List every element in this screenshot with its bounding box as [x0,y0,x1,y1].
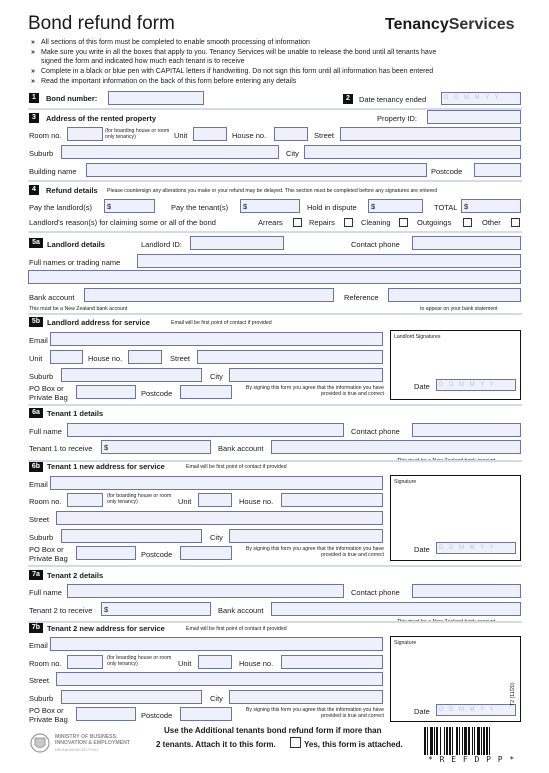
instruction-3: » Complete in a black or blue pen with CAPITAL letters if handwriting. Do not sign this form until all information has been entered [41,67,433,76]
section-5a-title: Landlord details [47,240,105,249]
section-6b-note: Email will be first point of contact if provided [186,464,287,470]
barcode-bar [436,727,438,755]
pay-tenant-label: Pay the tenant(s) [171,203,229,212]
barcode-bar [472,727,473,755]
street-label: Street [314,131,335,140]
barcode-bar [483,727,485,755]
landlord-unit-field[interactable] [50,350,83,364]
section-7b-number: 7b [29,623,43,633]
tenant-1-agreement-text: By signing this form you agree that the information you have provided is true and correct [245,546,384,558]
reason-outgoings-label: Outgoings [417,218,452,227]
landlord-unit-label: Unit [29,354,43,363]
landlord-bank-account-label: Bank account [29,293,75,302]
separator [28,404,522,406]
date-tenancy-ended-label: Date tenancy ended [359,95,427,104]
tenant-1-full-name-field[interactable] [67,423,344,437]
tenant-1-email-field[interactable] [50,476,383,490]
tenant-2-suburb-field[interactable] [61,690,202,704]
tenant-2-email-field[interactable] [50,637,383,651]
tenant-2-bank-account-field[interactable] [271,602,521,616]
tenant-2-street-label: Street [29,676,50,685]
landlord-house-no-label: House no. [88,354,123,363]
full-names-field[interactable] [137,254,521,268]
tenant-2-full-name-field[interactable] [67,584,344,598]
tenant-1-suburb-field[interactable] [61,529,202,543]
ministry-logo [29,732,159,754]
landlord-postcode-label: Postcode [141,389,173,398]
form-code: T2 (11/20) [510,682,516,706]
tenant-2-house-no-label: House no. [239,659,274,668]
separator [28,180,522,182]
tenant-1-postcode-label: Postcode [141,550,173,559]
currency-symbol: $ [104,605,109,614]
hold-in-dispute-label: Hold in dispute [307,203,357,212]
separator [28,621,522,623]
landlord-agreement-text: By signing this form you agree that the information you have provided is true and correct [245,385,384,397]
house-no-label: House no. [232,131,267,140]
reference-note: to appear on your bank statement [420,306,498,312]
landlord-city-field[interactable] [229,368,383,382]
landlord-city-label: City [210,372,223,381]
tenant-2-date-label: Date [414,707,430,716]
landlord-id-field[interactable] [190,236,284,250]
landlord-date-field[interactable]: D D M M Y Y [436,379,516,391]
tenant-2-postcode-field[interactable] [180,707,232,721]
section-7b-note: Email will be first point of contact if provided [186,626,287,632]
tenant-1-date-field[interactable]: D D M M Y Y [436,542,516,554]
house-no-field[interactable] [274,127,308,141]
barcode-bar [424,727,426,755]
barcode-bar [430,727,433,755]
landlord-id-label: Landlord ID: [141,240,182,249]
tenant-1-date-label: Date [414,545,430,554]
building-name-field[interactable] [86,163,427,177]
landlord-street-label: Street [170,354,191,363]
street-field[interactable] [340,127,521,141]
tenant-1-contact-phone-label: Contact phone [351,427,400,436]
tenant-1-house-no-label: House no. [239,497,274,506]
tenant-2-po-box-field[interactable] [76,707,136,721]
tenant-2-postcode-label: Postcode [141,711,173,720]
barcode-bar [464,727,467,755]
barcode-bar [468,727,470,755]
barcode-bar [481,727,482,755]
building-name-label: Building name [29,167,77,176]
tenant-2-date-field[interactable]: D D M M Y Y [436,704,516,716]
barcode-bar [486,727,488,755]
bond-number-label: Bond number: [46,94,98,103]
full-names-label: Full names or trading name [29,258,121,267]
landlord-postcode-field[interactable] [180,385,232,399]
tenant-2-contact-phone-label: Contact phone [351,588,400,597]
additional-tenants-note-1: Use the Additional tenants bond refund form if more than [164,726,382,735]
currency-symbol: $ [107,202,112,211]
tenant-1-signature-label: Signature [394,479,417,485]
reason-outgoings-checkbox[interactable] [463,218,472,227]
property-id-field[interactable] [427,110,521,124]
tenant-2-city-field[interactable] [229,690,383,704]
tenant-2-contact-phone-field[interactable] [412,584,521,598]
room-note: (for boarding house or room only tenancy) [105,128,170,140]
tenant-2-suburb-label: Suburb [29,694,54,703]
landlord-bank-note: This must be a New Zealand bank account [29,306,128,312]
landlord-email-label: Email [29,336,48,345]
section-3-title: Address of the rented property [46,114,157,123]
page-title: Bond refund form [28,13,175,34]
currency-symbol: $ [104,443,109,452]
brand-light: Services [448,16,515,33]
tenant-1-house-no-field[interactable] [281,493,383,507]
tenant-2-receive-field[interactable] [101,602,211,616]
tenant-1-signature-box[interactable] [390,475,521,561]
barcode-bar [427,727,428,755]
tenant-2-house-no-field[interactable] [281,655,383,669]
reference-field[interactable] [388,288,521,302]
tenant-2-street-field[interactable] [56,672,383,686]
city-label: City [286,149,299,158]
barcode-bar [434,727,435,755]
section-2-number: 2 [343,94,353,104]
reason-repairs-checkbox[interactable] [344,218,353,227]
tenant-1-email-label: Email [29,480,48,489]
tenant-1-unit-field[interactable] [198,493,232,507]
section-5b-title: Landlord address for service [47,318,150,327]
section-5b-number: 5b [29,317,43,327]
barcode-bar [444,727,445,755]
tenant-1-postcode-field[interactable] [180,546,232,560]
reference-label: Reference [344,293,379,302]
section-7a-title: Tenant 2 details [47,571,104,580]
instruction-2: » Make sure you write in all the boxes that apply to you. Tenancy Services will be unable to release the bond until all tenants have [41,48,436,57]
tenant-1-unit-label: Unit [178,497,192,506]
postcode-field[interactable] [474,163,521,177]
tenant-2-email-label: Email [29,641,48,650]
landlord-signature-box[interactable] [390,330,521,400]
barcode-bar [456,727,458,755]
tenant-1-room-note: (for boarding house or room only tenancy) [107,493,172,505]
instruction-4: » Read the important information on the back of this form before entering any details [41,77,296,86]
tenant-2-unit-field[interactable] [198,655,232,669]
reason-other-label: Other [482,218,501,227]
section-6a-number: 6a [29,408,43,418]
brand-bold: Tenancy [385,16,449,33]
separator [28,313,522,315]
coat-of-arms-icon [29,732,51,754]
total-field[interactable] [461,199,521,213]
section-4-number: 4 [29,185,39,195]
currency-symbol: $ [243,202,248,211]
barcode-bar [440,727,441,755]
landlord-contact-phone-label: Contact phone [351,240,400,249]
landlord-contact-phone-field[interactable] [412,236,521,250]
tenant-2-unit-label: Unit [178,659,192,668]
barcode-bar [462,727,463,755]
reason-cleaning-checkbox[interactable] [399,218,408,227]
reason-other-checkbox[interactable] [511,218,520,227]
section-4-title: Refund details [46,186,98,195]
section-5b-note: Email will be first point of contact if provided [171,320,272,326]
tenant-1-contact-phone-field[interactable] [412,423,521,437]
landlord-house-no-field[interactable] [128,350,162,364]
section-5a-number: 5a [29,238,43,248]
suburb-field[interactable] [61,145,279,159]
tenant-2-room-note: (for boarding house or room only tenancy) [107,655,172,667]
barcode-bar [449,727,451,755]
landlord-bank-account-field[interactable] [84,288,334,302]
room-no-field[interactable] [67,127,103,141]
landlord-email-field[interactable] [50,332,383,346]
unit-label: Unit [174,131,188,140]
barcode [424,727,520,755]
reasons-label: Landlord's reason(s) for claiming some or all of the bond [29,218,216,227]
barcode-bar [446,727,448,755]
tenant-1-bank-account-label: Bank account [218,444,264,453]
landlord-suburb-label: Suburb [29,372,54,381]
currency-symbol: $ [371,202,376,211]
tenant-1-full-name-label: Full name [29,427,62,436]
ministry-name: MINISTRY OF BUSINESS, INNOVATION & EMPLOYMENT [55,734,131,746]
section-6a-title: Tenant 1 details [47,409,104,418]
pay-tenant-field[interactable] [240,199,300,213]
instruction-1: » All sections of this form must be completed to enable smooth processing of information [41,38,310,47]
bond-number-field[interactable] [108,91,204,105]
section-3-number: 3 [29,113,39,123]
tenant-1-receive-field[interactable] [101,440,211,454]
tenant-2-full-name-label: Full name [29,588,62,597]
landlord-po-box-label: PO Box or Private Bag [29,384,68,402]
instruction-2-cont: signed the form and indicated how much each tenant is to receive [41,58,245,65]
tenant-1-po-box-field[interactable] [76,546,136,560]
reason-arrears-checkbox[interactable] [293,218,302,227]
barcode-text: * R E F D P P * [428,755,516,764]
ministry-maori-name: HĪKINA WHAKATUTUKI [55,747,99,752]
full-names-field-line-2[interactable] [28,270,521,284]
landlord-date-label: Date [414,382,430,391]
separator [28,231,522,233]
additional-tenants-note-2: 2 tenants. Attach it to this form. [156,740,276,749]
tenant-2-agreement-text: By signing this form you agree that the information you have provided is true and correct [245,707,384,719]
tenant-1-room-no-label: Room no. [29,497,62,506]
landlord-signature-label: Landlord Signatures [394,334,441,340]
section-7b-title: Tenant 2 new address for service [47,624,165,633]
tenant-2-signature-box[interactable] [390,636,521,722]
section-7a-number: 7a [29,570,43,580]
tenant-1-street-field[interactable] [56,511,383,525]
pay-landlord-field[interactable] [104,199,155,213]
separator [28,565,522,567]
barcode-bar [459,727,460,755]
tenant-2-signature-label: Signature [394,640,417,646]
tenant-1-city-label: City [210,533,223,542]
unit-field[interactable] [193,127,227,141]
tenant-1-city-field[interactable] [229,529,383,543]
reason-arrears-label: Arrears [258,218,283,227]
tenant-1-suburb-label: Suburb [29,533,54,542]
barcode-bar [452,727,453,755]
section-6b-number: 6b [29,462,43,472]
barcode-bar [474,727,475,755]
section-1-number: 1 [29,93,39,103]
tenant-2-receive-label: Tenant 2 to receive [29,606,93,615]
date-tenancy-ended-field[interactable]: D D M M Y Y [441,92,521,105]
postcode-label: Postcode [431,167,463,176]
room-no-label: Room no. [29,131,62,140]
yes-attached-label: Yes, this form is attached. [304,740,403,749]
hold-in-dispute-field[interactable] [368,199,423,213]
suburb-label: Suburb [29,149,54,158]
tenant-1-street-label: Street [29,515,50,524]
reason-cleaning-label: Cleaning [361,218,391,227]
tenant-2-city-label: City [210,694,223,703]
reason-repairs-label: Repairs [309,218,335,227]
barcode-bar [477,727,480,755]
tenant-2-room-no-field[interactable] [67,655,103,669]
section-4-note: Please countersign any alterations you make or your refund may be delayed. This section must be completed before any signatures are entered [107,188,438,194]
landlord-suburb-field[interactable] [61,368,202,382]
landlord-street-field[interactable] [197,350,383,364]
tenant-2-room-no-label: Room no. [29,659,62,668]
section-6b-title: Tenant 1 new address for service [47,462,165,471]
city-field[interactable] [304,145,521,159]
barcode-bar [489,727,490,755]
tenant-1-po-box-label: PO Box or Private Bag [29,545,68,563]
tenant-1-room-no-field[interactable] [67,493,103,507]
tenant-2-bank-account-label: Bank account [218,606,264,615]
currency-symbol: $ [464,202,469,211]
tenant-1-receive-label: Tenant 1 to receive [29,444,93,453]
tenant-1-bank-account-field[interactable] [271,440,521,454]
total-label: TOTAL [434,203,458,212]
tenancy-services-logo [385,16,515,34]
additional-form-attached-checkbox[interactable] [290,737,301,748]
pay-landlord-label: Pay the landlord(s) [29,203,92,212]
landlord-po-box-field[interactable] [76,385,136,399]
tenant-2-po-box-label: PO Box or Private Bag [29,706,68,724]
property-id-label: Property ID: [377,114,418,123]
